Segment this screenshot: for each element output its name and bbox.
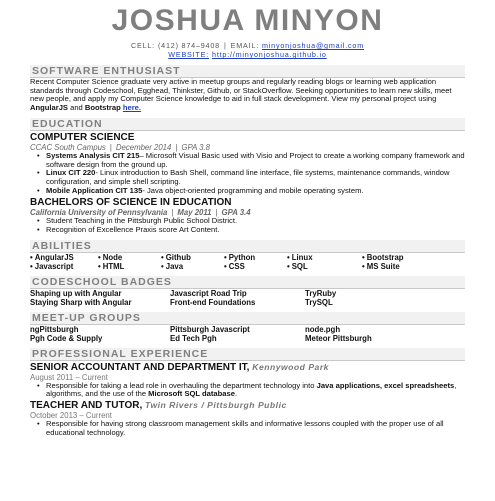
list-item: • Systems Analysis CIT 215– Microsoft Visual Basic used with Visio and Project to create a working company framework and software design from the ground up. — [46, 152, 465, 169]
ability-item: • Node — [98, 253, 161, 262]
list-item: • Mobile Application CIT 135- Java object-oriented programming and mobile operating system. — [46, 187, 465, 196]
resume-page — [0, 6, 495, 501]
degree-meta-cs: CCAC South Campus | December 2014 | GPA 3.8 — [30, 142, 210, 152]
ability-item: • HTML — [98, 262, 161, 271]
badge-item: Front-end Foundations — [170, 297, 256, 307]
meetup-item: Pgh Code & Supply — [30, 333, 103, 343]
job-duties-1 — [30, 382, 465, 399]
summary-tech-angular: AngularJS — [30, 103, 68, 113]
degree-date: December 2014 — [115, 142, 172, 152]
cell-label: CELL: — [131, 41, 155, 50]
ability-item: • Javascript — [30, 262, 98, 271]
course-list — [30, 152, 465, 196]
employer-name: Twin Rivers / Pittsburgh Public — [145, 400, 287, 411]
badges-grid — [30, 289, 465, 307]
badge-item: Staying Sharp with Angular — [30, 297, 132, 307]
meetup-item: ngPittsburgh — [30, 324, 79, 334]
website-label: WEBSITE: — [168, 50, 210, 59]
degree-title-cs: COMPUTER SCIENCE — [30, 131, 135, 143]
degree-gpa: GPA 3.4 — [221, 208, 251, 218]
abilities-grid — [30, 253, 465, 271]
badge-item: Shaping up with Angular — [30, 288, 122, 298]
meetup-item: Meteor Pittsburgh — [305, 333, 372, 343]
degree-meta-bs: California University of Pennsylvania | May 2011 | GPA 3.4 — [30, 208, 251, 218]
summary-and: and — [67, 103, 85, 113]
job-date-1: August 2011 – Current — [30, 372, 108, 382]
degree-date: May 2011 — [177, 208, 212, 218]
ability-item: • Java — [161, 262, 224, 271]
job-title-2: TEACHER AND TUTOR, Twin Rivers / Pittsburgh Public — [30, 400, 287, 412]
cell-number: (412) 874–9408 — [157, 41, 220, 50]
job-date-2: October 2013 – Current — [30, 411, 112, 421]
list-item: • Student Teaching in the Pittsburgh Public School District. — [46, 217, 465, 226]
section-heading-badges: CODESCHOOL BADGES — [30, 276, 465, 289]
section-heading-experience: PROFESSIONAL EXPERIENCE — [30, 348, 465, 361]
section-heading-enthusiast: SOFTWARE ENTHUSIAST — [30, 65, 465, 78]
list-item: • Responsible for taking a lead role in overhauling the department technology into Java applications, excel spreadsheets, algorithms, and the use of the Microsoft SQL database. — [46, 382, 465, 399]
education-achievements — [30, 217, 465, 234]
badge-item: TryRuby — [305, 288, 337, 298]
section-heading-education: EDUCATION — [30, 118, 465, 131]
ability-item: • Python — [224, 253, 287, 262]
website-link[interactable]: http://minyonjoshua.github.io — [212, 50, 327, 59]
contact-separator: | — [223, 41, 227, 50]
job-duties-2 — [30, 420, 465, 437]
meetup-item: Pittsburgh Javascript — [170, 324, 250, 334]
candidate-name: JOSHUA MINYON — [111, 4, 384, 37]
email-label: EMAIL: — [230, 41, 259, 50]
badge-item: Javascript Road Trip — [170, 288, 247, 298]
section-heading-meetups: MEET-UP GROUPS — [30, 312, 465, 325]
ability-item: • MS Suite — [362, 262, 422, 271]
employer-name: Kennywood Park — [252, 361, 329, 372]
meetup-item: node.pgh — [305, 324, 341, 334]
meetups-grid — [30, 325, 465, 343]
school-name: CCAC South Campus — [30, 142, 106, 152]
badge-item: TrySQL — [305, 297, 333, 307]
contact-line — [30, 41, 465, 50]
meetup-item: Ed Tech Pgh — [170, 333, 217, 343]
section-heading-abilities: ABILITIES — [30, 240, 465, 253]
list-item: • Responsible for having strong classroom management skills and informative lessons coupled with the proper use of all educational technology. — [46, 420, 465, 437]
degree-gpa: GPA 3.8 — [181, 142, 210, 152]
ability-item: • Github — [161, 253, 224, 262]
ability-item: • Bootstrap — [362, 253, 422, 262]
school-name: California University of Pennsylvania — [30, 208, 168, 218]
summary-text: Recent Computer Science graduate very active in meetup groups and regularly reading blogs or learning web application standards through Codeschool, Egghead, Thinkster, Github, or StackOverflow. Seeking opportunities to learn new skills, meet new people, and apply my Computer Science knowledge to aid in full stack development. View my personal project using — [30, 77, 452, 104]
ability-item: • SQL — [287, 262, 362, 271]
website-line — [30, 50, 465, 59]
summary-tech-bootstrap: Bootstrap — [84, 103, 121, 113]
ability-item: • Linux — [287, 253, 362, 262]
list-item: • Recognition of Excellence Praxis score Art Content. — [46, 226, 465, 235]
project-link[interactable]: here. — [122, 103, 142, 113]
degree-title-bs: BACHELORS OF SCIENCE IN EDUCATION — [30, 197, 232, 209]
job-title-1: SENIOR ACCOUNTANT AND DEPARTMENT IT, Kennywood Park — [30, 361, 329, 373]
ability-item: • AngularJS — [30, 253, 98, 262]
ability-item: • CSS — [224, 262, 287, 271]
email-link[interactable]: minyonjoshua@gmail.com — [262, 41, 364, 50]
summary-paragraph — [30, 78, 465, 113]
list-item: • Linux CIT 220- Linux introduction to Bash Shell, command line interface, file systems, maintenance commands, window configuration, and simple shell scripting. — [46, 169, 465, 186]
